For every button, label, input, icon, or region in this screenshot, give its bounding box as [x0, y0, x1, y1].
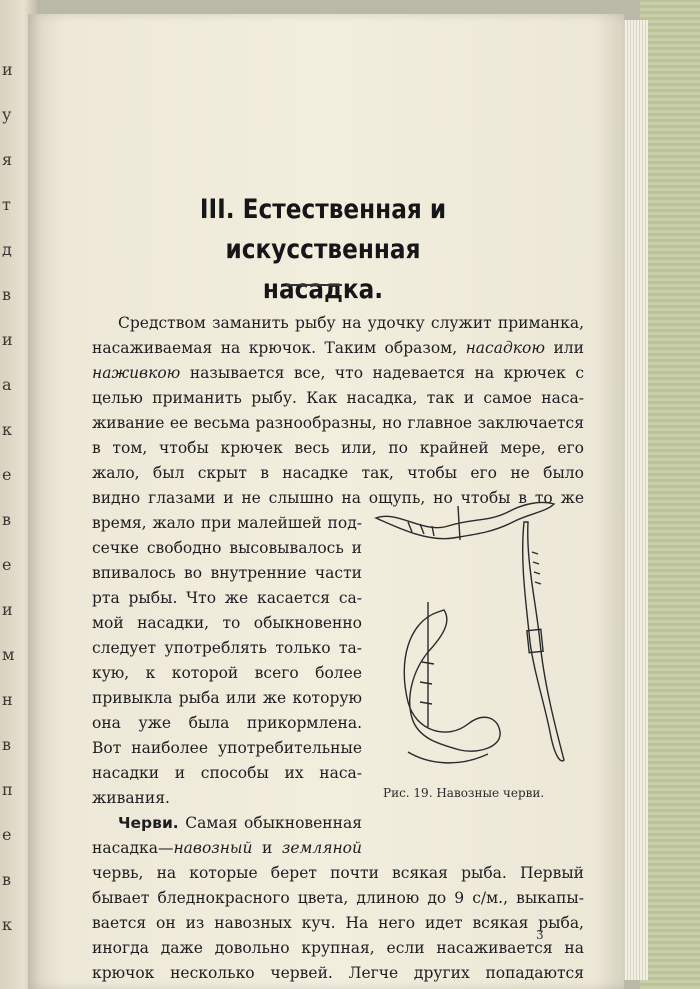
text-line: вается он из навозных куч. На него идет всякая рыба,	[92, 914, 584, 932]
text-line: иногда даже довольно крупная, если насаживается на	[92, 939, 584, 957]
previous-page-fragment: е	[2, 465, 12, 484]
text-line: привыкла рыба или же которую	[92, 689, 362, 707]
previous-page-fragment: д	[2, 240, 12, 259]
text-line: видно глазами и не слышно на ощупь, но чтобы в то же	[92, 489, 584, 507]
text-line: в том, чтобы крючек весь или, по крайней мере, его	[92, 439, 584, 457]
text-line: бывает бледнокрасного цвета, длиною до 9 с/м., выкапы-	[92, 889, 584, 907]
text-line: Черви. Самая обыкновенная	[118, 814, 362, 832]
text-line: насадка—навозный и земляной	[92, 839, 362, 857]
figure-caption: Рис. 19. Навозные черви.	[383, 786, 545, 800]
text-line: сечке свободно высовывалось и	[92, 539, 362, 557]
previous-page-fragment: м	[2, 645, 15, 664]
text-line: насадки и способы их наса-	[92, 764, 362, 782]
text-line: время, жало при малейшей под-	[92, 514, 362, 532]
text-line: насаживаемая на крючок. Таким образом, насадкою или	[92, 339, 584, 357]
previous-page-fragment: в	[2, 735, 12, 754]
previous-page-fragment: т	[2, 195, 11, 214]
text-line: Средством заманить рыбу на удочку служит приманка,	[118, 314, 584, 332]
text-line: жало, был скрыт в насадке так, чтобы его не было	[92, 464, 584, 482]
page-number: 3	[536, 928, 544, 942]
worms-illustration	[368, 492, 578, 782]
previous-page-fragment: к	[2, 915, 12, 934]
text-line: рта рыбы. Что же касается са-	[92, 589, 362, 607]
text-line: кую, к которой всего более	[92, 664, 362, 682]
previous-page-fragment: п	[2, 780, 13, 799]
text-line: наживкою называется все, что надевается на крючек с	[92, 364, 584, 382]
text-line: следует употреблять только та-	[92, 639, 362, 657]
previous-page-fragment: в	[2, 870, 12, 889]
previous-page-fragment: я	[2, 150, 13, 169]
book-cover-edge	[640, 0, 700, 989]
worm-coiled	[404, 610, 500, 751]
text-line: мой насадки, то обыкновенно	[92, 614, 362, 632]
previous-page-fragment: и	[2, 600, 13, 619]
section-run-in-heading: Черви.	[118, 814, 179, 832]
page-stack-edge	[622, 20, 648, 980]
text-line: живания.	[92, 789, 170, 807]
book-page	[28, 14, 624, 989]
text-line: целью приманить рыбу. Как насадка, так и самое наса-	[92, 389, 584, 407]
previous-page-fragment: у	[2, 105, 12, 124]
previous-page-fragment: е	[2, 825, 12, 844]
previous-page-fragment: к	[2, 420, 12, 439]
previous-page-fragment: и	[2, 60, 13, 79]
chapter-heading	[112, 190, 533, 310]
worm-right	[523, 522, 564, 761]
previous-page-fragment: a	[2, 375, 12, 394]
previous-page-fragment: н	[2, 690, 13, 709]
previous-page-fragment: е	[2, 555, 12, 574]
text-line: крючок несколько червей. Легче других попадаются	[92, 964, 584, 982]
chapter-heading-line-1: III. Естественная и искусственная	[199, 194, 447, 265]
previous-page-fragment: и	[2, 330, 13, 349]
text-line: живание ее весьма разнообразны, но главное заключается	[92, 414, 584, 432]
chapter-heading-line-2: насадка.	[262, 274, 384, 305]
text-line	[92, 776, 362, 802]
text-line: она уже была прикормлена.	[92, 714, 362, 732]
text-line: впивалось во внутренние части	[92, 564, 362, 582]
heading-divider	[286, 284, 342, 286]
text-line: червь, на которые берет почти всякая рыба. Первый	[92, 864, 584, 882]
previous-page-fragment: в	[2, 510, 12, 529]
previous-page-fragment: в	[2, 285, 12, 304]
text-line: Вот наиболее употребительные	[92, 739, 362, 757]
